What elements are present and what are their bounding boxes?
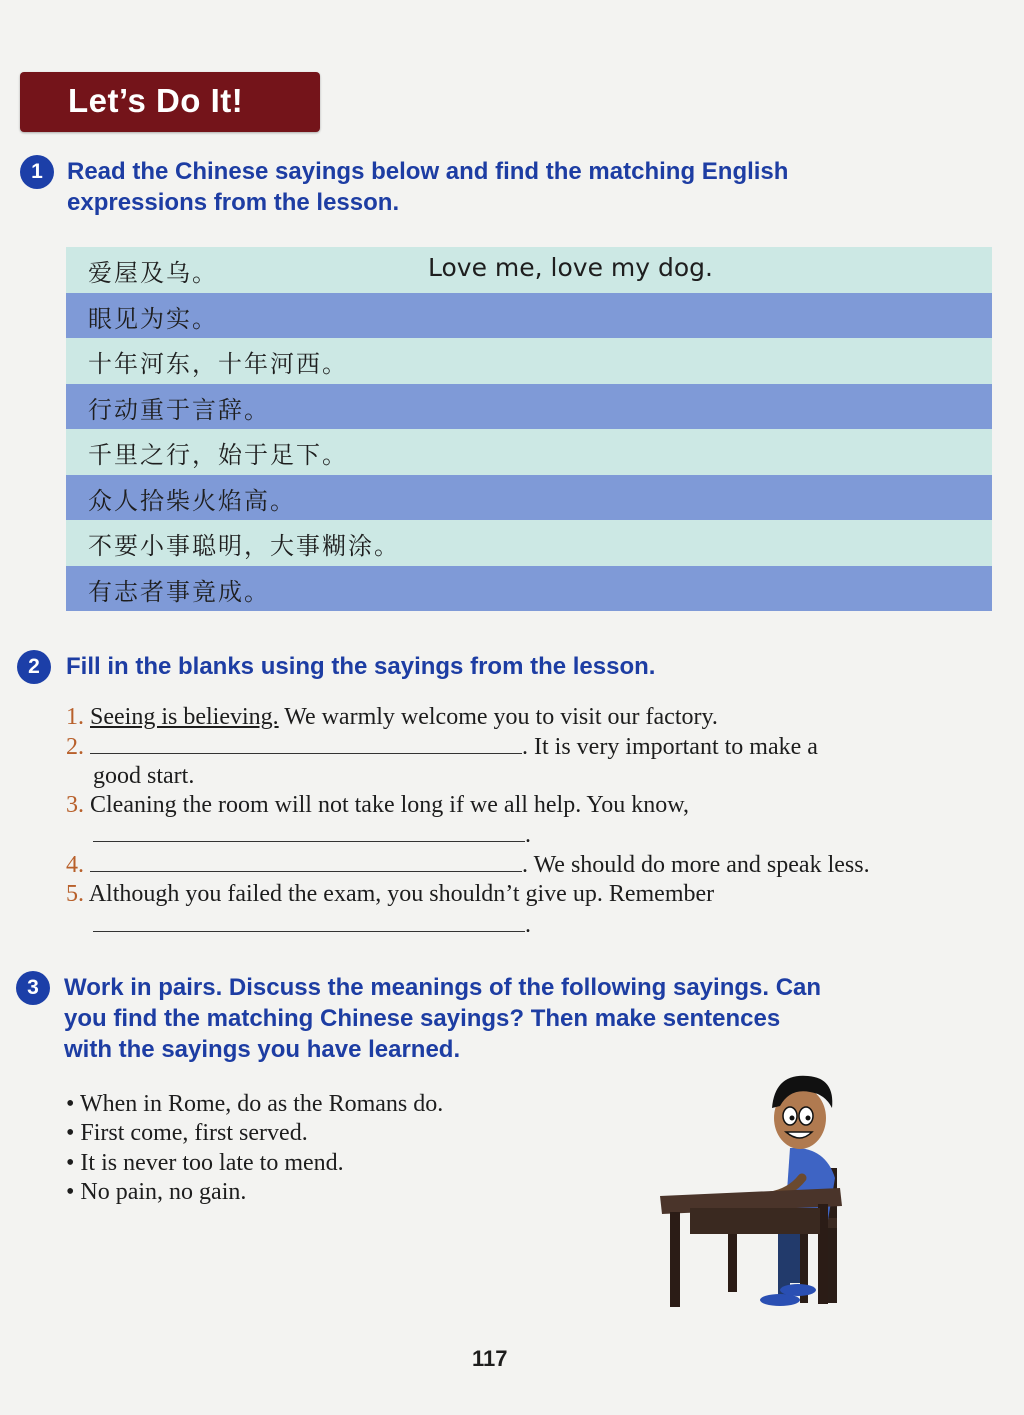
- chinese-saying: 十年河东，十年河西。: [88, 350, 348, 378]
- boy-eye: [799, 1107, 813, 1125]
- answer-blank[interactable]: [93, 821, 525, 842]
- section-2-badge: 2: [17, 650, 51, 684]
- lets-do-it-banner: [20, 72, 320, 132]
- page-number: 117: [472, 1346, 508, 1371]
- answer-blank[interactable]: [90, 851, 522, 872]
- english-expression: Love me, love my dog.: [428, 253, 713, 282]
- question-1-answer: Seeing is believing.: [90, 704, 279, 730]
- table-row: [66, 520, 992, 566]
- table-row: [66, 429, 992, 475]
- boy-shoe: [780, 1284, 816, 1296]
- chinese-saying: 行动重于言辞。: [88, 395, 270, 424]
- section-1-instruction-line-1: Read the Chinese sayings below and find the matching English: [67, 158, 789, 185]
- question-4-text: . We should do more and speak less.: [522, 852, 870, 878]
- period: .: [525, 822, 531, 848]
- question-1: [66, 702, 718, 732]
- table-row: [66, 293, 992, 339]
- saying-bullet: • No pain, no gain.: [66, 1179, 247, 1205]
- table-row: [66, 384, 992, 430]
- table-row: [66, 566, 992, 612]
- saying-text: First come, first served.: [80, 1120, 308, 1146]
- answer-blank[interactable]: [90, 733, 522, 754]
- question-3-answer-line: [93, 820, 531, 850]
- saying-text: When in Rome, do as the Romans do.: [79, 1091, 444, 1117]
- section-3-badge: 3: [16, 971, 50, 1005]
- question-number: 4.: [66, 852, 84, 878]
- saying-bullet: • When in Rome, do as the Romans do.: [66, 1091, 444, 1117]
- boy-at-desk-illustration: [650, 1068, 890, 1318]
- section-1-instruction-line-2: expressions from the lesson.: [67, 189, 400, 216]
- question-3-text: Cleaning the room will not take long if we all help. You know,: [90, 792, 690, 818]
- question-number: 3.: [66, 792, 84, 818]
- period: .: [525, 912, 531, 938]
- boy-pupil: [790, 1116, 795, 1121]
- question-4: [66, 850, 870, 880]
- table-row: [66, 338, 992, 384]
- desk-drawer: [690, 1208, 820, 1234]
- question-5: [66, 879, 714, 909]
- question-3: [66, 790, 689, 820]
- banner-title: Let’s Do It!: [68, 82, 244, 119]
- table-row: [66, 247, 992, 293]
- question-5-answer-line: [93, 910, 531, 940]
- question-number: 1.: [66, 704, 84, 730]
- chinese-saying: 爱屋及乌。: [88, 259, 218, 287]
- boy-eye: [783, 1107, 797, 1125]
- question-2: [66, 732, 818, 762]
- boy-pupil: [806, 1116, 811, 1121]
- saying-bullet: • It is never too late to mend.: [66, 1150, 344, 1176]
- sayings-matching-table: [66, 247, 992, 611]
- saying-text: No pain, no gain.: [80, 1179, 247, 1205]
- question-number: 2.: [66, 734, 84, 760]
- desk-leg: [670, 1212, 680, 1307]
- question-2-continuation: good start.: [93, 763, 195, 789]
- question-5-text: Although you failed the exam, you shouldn’t give up. Remember: [88, 881, 715, 907]
- section-3-instruction-line-3: with the sayings you have learned.: [64, 1036, 461, 1063]
- saying-text: It is never too late to mend.: [80, 1150, 344, 1176]
- section-3-instruction-line-2: you find the matching Chinese sayings? Then make sentences: [64, 1005, 781, 1032]
- section-1-badge: 1: [20, 155, 54, 189]
- section-3-instruction-line-1: Work in pairs. Discuss the meanings of the following sayings. Can: [64, 974, 822, 1001]
- table-row: [66, 475, 992, 521]
- question-2-text: . It is very important to make a: [522, 734, 818, 760]
- chinese-saying: 有志者事竟成。: [88, 577, 270, 606]
- question-1-text: We warmly welcome you to visit our factory.: [278, 704, 718, 730]
- chinese-saying: 千里之行，始于足下。: [88, 441, 348, 469]
- chinese-saying: 不要小事聪明，大事糊涂。: [88, 532, 400, 560]
- chinese-saying: 眼见为实。: [88, 304, 218, 333]
- question-number: 5.: [66, 881, 84, 907]
- chinese-saying: 众人拾柴火焰高。: [88, 486, 296, 515]
- saying-bullet: • First come, first served.: [66, 1120, 308, 1146]
- section-2-instruction: Fill in the blanks using the sayings from the lesson.: [66, 653, 656, 680]
- answer-blank[interactable]: [93, 911, 525, 932]
